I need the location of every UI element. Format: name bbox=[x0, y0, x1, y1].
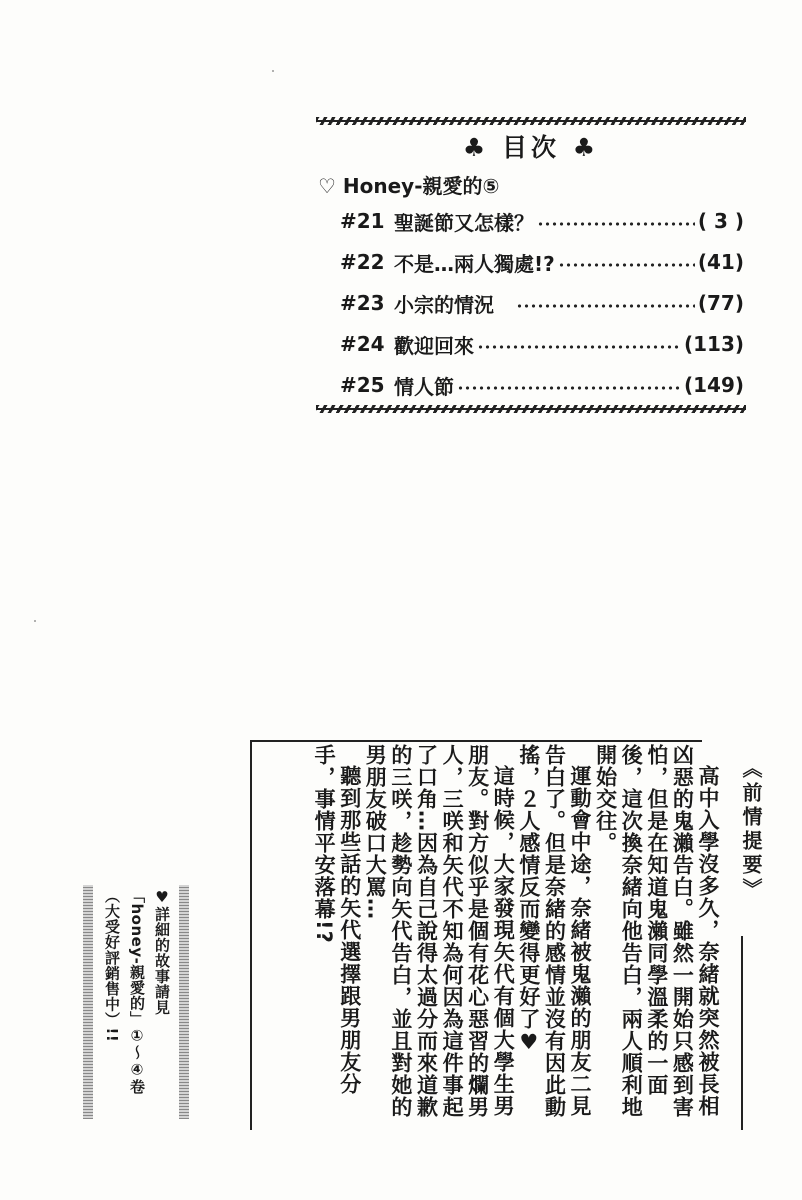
toc-entry[interactable] bbox=[340, 248, 744, 276]
toc-entry[interactable] bbox=[340, 207, 744, 235]
dot-leader bbox=[558, 263, 695, 267]
toc-top-border bbox=[316, 117, 746, 125]
frame-top-line bbox=[250, 740, 702, 742]
chapter-page: (113) bbox=[683, 332, 744, 356]
synopsis-paragraph: 這時候，大家發現矢代有個大學生男朋友。對方似乎是個有花心惡習的爛男人，三咲和矢代不知為何因為這件事起了口角…因為自己說得太過分而來道歉的三咲，趁勢向矢代告白，並且對她的男朋友破口大罵… bbox=[363, 744, 516, 1118]
chapter-page: (41) bbox=[697, 250, 744, 274]
synopsis-heading: 《前情提要》 bbox=[739, 758, 763, 902]
synopsis-body bbox=[262, 744, 720, 1128]
note-text bbox=[94, 888, 174, 1120]
synopsis-paragraph: 聽到那些話的矢代選擇跟男朋友分手，事情平安落幕!? bbox=[312, 744, 362, 1095]
toc-bottom-border bbox=[316, 405, 746, 413]
note-line: ♥詳細的故事請見 bbox=[153, 888, 171, 1015]
chapter-title: 情人節 bbox=[394, 374, 454, 399]
note-border-left bbox=[83, 885, 93, 1119]
chapter-page: (149) bbox=[683, 373, 744, 397]
dot-leader bbox=[457, 386, 681, 390]
chapter-number: #21 bbox=[340, 209, 385, 233]
chapter-page: (77) bbox=[697, 291, 744, 315]
scan-speck bbox=[272, 70, 274, 72]
chapter-title: 聖誕節又怎樣？ bbox=[394, 210, 534, 235]
synopsis-paragraph: 運動會中途，奈緒被鬼瀨的朋友二見告白了。但是奈緒的感情並沒有因此動搖，２人感情反而變得更好了♥ bbox=[516, 744, 593, 1118]
chapter-number: #22 bbox=[340, 250, 385, 274]
toc-entry[interactable] bbox=[340, 330, 744, 358]
dot-leader bbox=[537, 222, 695, 226]
chapter-number: #25 bbox=[340, 373, 385, 397]
toc-heading: ♣ 目次 ♣ bbox=[462, 133, 600, 162]
note-line: 「honey-親愛的」①～④卷 bbox=[128, 888, 146, 1095]
chapter-title: 不是…兩人獨處!? bbox=[394, 251, 555, 276]
chapter-page: ( 3 ) bbox=[697, 209, 744, 233]
chapter-number: #23 bbox=[340, 291, 385, 315]
scan-speck bbox=[34, 620, 36, 622]
synopsis-paragraph: 高中入學沒多久，奈緒就突然被長相凶惡的鬼瀨告白。雖然一開始只感到害怕，但是在知道鬼瀨同學溫柔的一面後，這次換奈緒向他告白，兩人順利地開始交往。 bbox=[593, 744, 720, 1118]
toc-volume-title: ♡ Honey-親愛的⑤ bbox=[318, 174, 500, 198]
dot-leader bbox=[516, 304, 695, 308]
chapter-title: 歡迎回來 bbox=[394, 333, 474, 358]
note-border-right bbox=[179, 885, 189, 1119]
chapter-number: #24 bbox=[340, 332, 385, 356]
dot-leader bbox=[477, 345, 681, 349]
note-line: （大受好評銷售中）!! bbox=[103, 888, 121, 1043]
frame-left-line bbox=[250, 740, 252, 1130]
frame-right-line bbox=[741, 936, 743, 1130]
chapter-title: 小宗的情況 bbox=[394, 292, 494, 317]
toc-entry[interactable] bbox=[340, 371, 744, 399]
toc-entry[interactable] bbox=[340, 289, 744, 317]
